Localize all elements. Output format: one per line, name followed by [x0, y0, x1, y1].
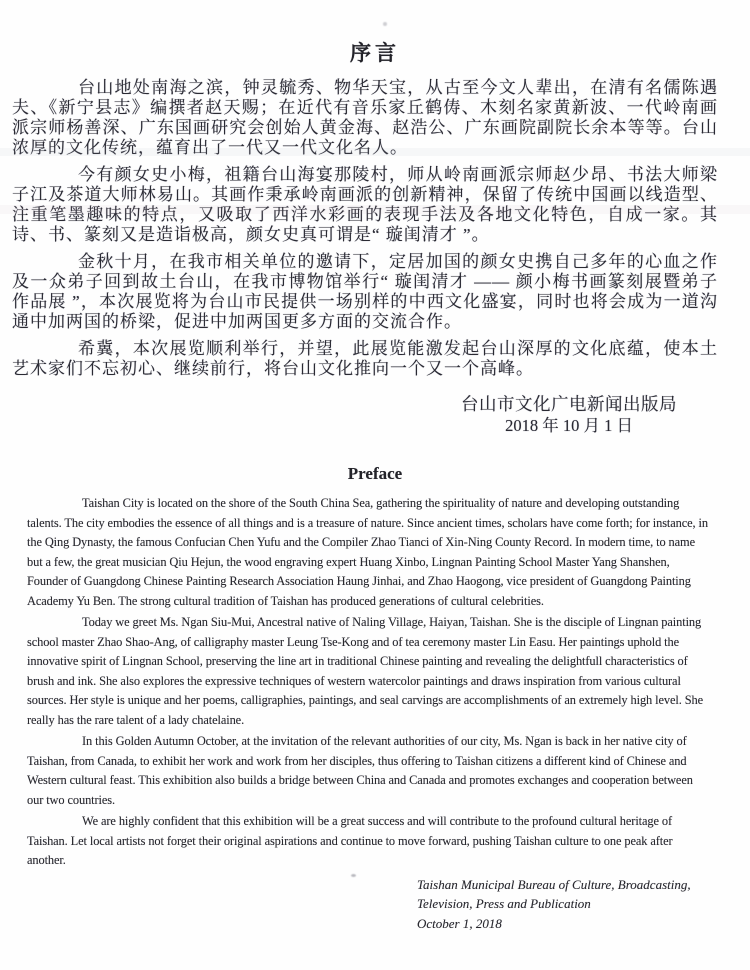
english-paragraph-1: Taishan City is located on the shore of the South China Sea, gathering the spirituality of nature and developing outstanding talents. The city embodies the essence of all things and is a treasure of nature. Since ancient times, scholars have come forth; for instance, in the Qing Dynasty, the famous Confucian Chen Yufu and the Compiler Zhao Tianci of Xin-Ning County Record. In modern time, to name but a few, the great musician Qiu Hejun, the wood engraving expert Huang Xinbo, Lingnan Painting School Master Yang Shanshen, Founder of Guangdong Chinese Painting Research Association Haung Jinhai, and Zhao Haogong, vice president of Guangdong Painting Academy Yu Ben. The strong cultural tradition of Taishan has produced generations of cultural celebrities.: [27, 496, 708, 608]
chinese-signature-organization: 台山市文化广电新闻出版局: [461, 394, 677, 414]
chinese-body: [12, 78, 718, 379]
chinese-title: 序言: [350, 41, 400, 65]
chinese-preface-section: [0, 40, 750, 437]
chinese-paragraph-3: 金秋十月，在我市相关单位的邀请下，定居加国的颜女史携自己多年的心血之作及一众弟子回到故土台山，在我市博物馆举行“ 璇闺清才 —— 颜小梅书画篆刻展暨弟子作品展 ”，本次展览将为台山市民提供一场别样的中西文化盛宴，同时也将会成为一道沟通中加两国的桥梁，促进中加两国更多方面的交流合作。: [12, 252, 718, 331]
english-paragraph-4: We are highly confident that this exhibition will be a great success and will contribute to the profound cultural heritage of Taishan. Let local artists not forget their original aspirations and continue to move forward, pushing Taishan culture to one peak after another.: [27, 814, 673, 867]
english-preface-section: [0, 463, 750, 933]
chinese-paragraph-4: 希冀，本次展览顺利举行，并望，此展览能激发起台山深厚的文化底蕴，使本土艺术家们不忘初心、继续前行，将台山文化推向一个又一个高峰。: [12, 339, 718, 378]
chinese-paragraph-2: 今有颜女史小梅，祖籍台山海宴那陵村，师从岭南画派宗师赵少昂、书法大师梁子江及茶道大师林易山。其画作秉承岭南画派的创新精神，保留了传统中国画以线造型、注重笔墨趣味的特点，又吸取了西洋水彩画的表现手法及各地文化特色，自成一家。其诗、书、篆刻又是造诣极高，颜女史真可谓是“ 璇闺清才 ”。: [12, 165, 718, 244]
english-body: [27, 494, 710, 871]
english-signature-line-3: October 1, 2018: [417, 915, 502, 931]
chinese-signature-date: 2018 年 10 月 1 日: [505, 416, 633, 435]
english-signature-line-2: Television, Press and Publication: [417, 896, 591, 911]
chinese-signature-block: [0, 393, 677, 437]
english-signature-line-1: Taishan Municipal Bureau of Culture, Broadcasting,: [417, 876, 691, 892]
english-signature-block: [417, 875, 750, 934]
chinese-paragraph-1: 台山地处南海之滨，钟灵毓秀、物华天宝，从古至今文人辈出，在清有名儒陈遇夫、《新宁县志》编撰者赵天赐；在近代有音乐家丘鹤俦、木刻名家黄新波、一代岭南画派宗师杨善深、广东国画研究会创始人黄金海、赵浩公、广东画院副院长余本等等。台山浓厚的文化传统，蕴育出了一代又一代文化名人。: [12, 78, 718, 157]
english-paragraph-2: Today we greet Ms. Ngan Siu-Mui, Ancestral native of Naling Village, Haiyan, Taishan. She is the disciple of Lingnan painting school master Zhao Shao-Ang, of calligraphy master Leung Tse-Kong and of tea ceremony master Lin Easu. Her paintings uphold the innovative spirit of Lingnan School, preserving the line art in traditional Chinese painting and revealing the delightfull characteristics of brush and ink. She also explores the expressive techniques of western watercolor paintings and draws inspiration from various cultural sources. Her style is unique and her poems, calligraphies, paintings, and seal carvings are accomplishments of an extremely high level. She really has the rare talent of a lady chatelaine.: [27, 615, 703, 727]
scan-artifact-dot: [383, 22, 387, 26]
chinese-signature-inner: [461, 393, 677, 437]
english-title: Preface: [347, 464, 403, 483]
english-paragraph-3: In this Golden Autumn October, at the invitation of the relevant authorities of our city, Ms. Ngan is back in her native city of Taishan, from Canada, to exhibit her work and work from her disciples, thus offering to Taishan citizens a different kind of Chinese and Western cultural feast. This exhibition also builds a bridge between China and Canada and promotes exchanges and cooperation between our two countries.: [27, 734, 693, 807]
